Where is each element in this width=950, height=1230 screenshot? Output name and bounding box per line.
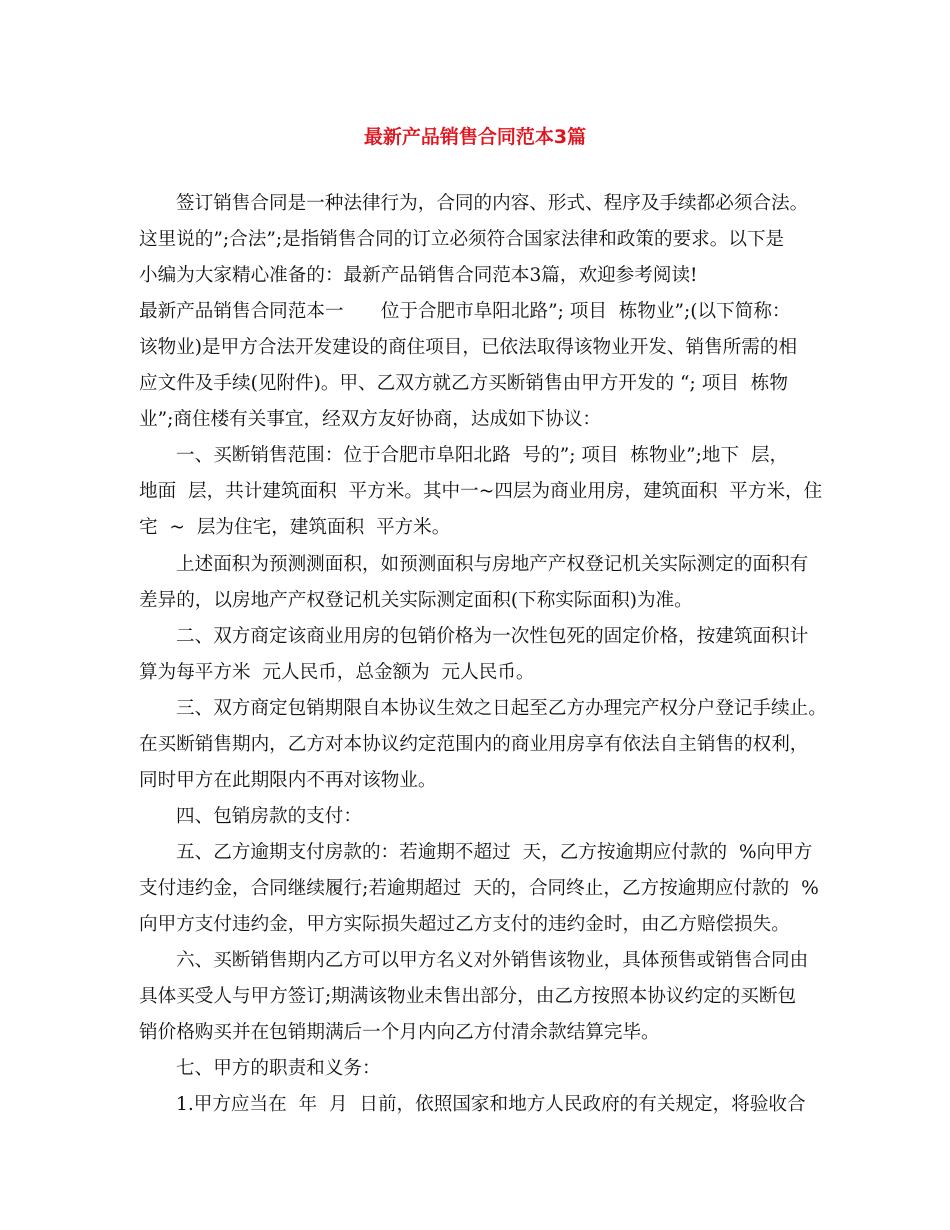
text-line: 算为每平方米 元人民币，总金额为 元人民币。 <box>139 662 535 683</box>
document-title: 最新产品销售合同范本3篇 <box>363 126 587 148</box>
text-line: 业”;商住楼有关事宜，经双方友好协商，达成如下协议： <box>139 409 602 430</box>
text-line: 小编为大家精心准备的：最新产品销售合同范本3篇，欢迎参考阅读! <box>139 265 698 286</box>
text-line: 一、买断销售范围：位于合肥市阜阳北路 号的”; 项目 栋物业”;地下 层， <box>176 445 789 466</box>
text-line: 四、包销房款的支付： <box>176 806 362 827</box>
text-line: 差异的，以房地产产权登记机关实际测定面积(下称实际面积)为准。 <box>139 590 693 611</box>
text-line: 销价格购买并在包销期满后一个月内向乙方付清余款结算完毕。 <box>139 1022 660 1043</box>
text-line: 上述面积为预测测面积，如预测面积与房地产产权登记机关实际测定的面积有 <box>176 554 809 575</box>
text-line: 应文件及手续(见附件)。甲、乙双方就乙方买断销售由甲方开发的 “; 项目 栋物 <box>139 373 788 394</box>
text-line: 1.甲方应当在 年 月 日前，依照国家和地方人民政府的有关规定，将验收合 <box>176 1094 806 1115</box>
text-line: 二、双方商定该商业用房的包销价格为一次性包死的固定价格，按建筑面积计 <box>176 626 809 647</box>
text-line: 七、甲方的职责和义务： <box>176 1058 381 1079</box>
text-line: 六、买断销售期内乙方可以甲方名义对外销售该物业，具体预售或销售合同由 <box>176 950 809 971</box>
text-line: 向甲方支付违约金，甲方实际损失超过乙方支付的违约金时，由乙方赔偿损失。 <box>139 914 790 935</box>
text-line: 三、双方商定包销期限自本协议生效之日起至乙方办理完产权分户登记手续止。 <box>176 698 827 719</box>
text-line: 地面 层，共计建筑面积 平方米。其中一~四层为商业用房，建筑面积 平方米，住 <box>139 481 823 502</box>
text-line: 签订销售合同是一种法律行为，合同的内容、形式、程序及手续都必须合法。 <box>176 193 809 214</box>
text-line: 具体买受人与甲方签订;期满该物业未售出部分，由乙方按照本协议约定的买断包 <box>139 986 797 1007</box>
text-line: 在买断销售期内，乙方对本协议约定范围内的商业用房享有依法自主销售的权利， <box>139 734 809 755</box>
text-line: 宅 ~ 层为住宅，建筑面积 平方米。 <box>139 517 451 538</box>
text-line: 这里说的”;合法”;是指销售合同的订立必须符合国家法律和政策的要求。以下是 <box>139 229 785 250</box>
text-line: 最新产品销售合同范本一 位于合肥市阜阳北路”; 项目 栋物业”;(以下简称： <box>139 301 791 322</box>
text-line: 支付违约金，合同继续履行;若逾期超过 天的，合同终止，乙方按逾期应付款的 % <box>139 878 819 899</box>
text-line: 五、乙方逾期支付房款的：若逾期不超过 天，乙方按逾期应付款的 %向甲方 <box>176 842 813 863</box>
text-line: 同时甲方在此期限内不再对该物业。 <box>139 770 437 791</box>
text-line: 该物业)是甲方合法开发建设的商住项目，已依法取得该物业开发、销售所需的相 <box>139 337 798 358</box>
